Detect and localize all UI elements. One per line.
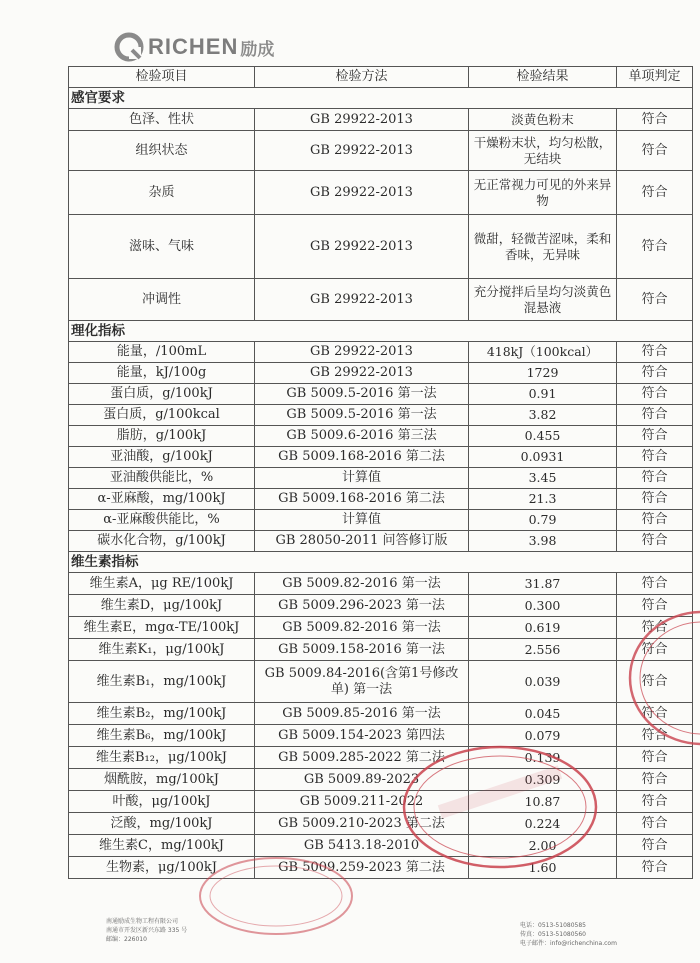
cell-item: 烟酰胺，mg/100kJ	[69, 769, 255, 791]
cell-result: 充分搅拌后呈均匀淡黄色混悬液	[469, 279, 617, 321]
cell-method: GB 5009.168-2016 第二法	[255, 489, 469, 510]
cell-verdict: 符合	[617, 725, 693, 747]
cell-result: 0.079	[469, 725, 617, 747]
cell-method: GB 28050-2011 问答修订版	[255, 531, 469, 552]
cell-result: 0.045	[469, 703, 617, 725]
cell-method: GB 5009.85-2016 第一法	[255, 703, 469, 725]
table-row	[69, 405, 693, 426]
logo-brand-cn-text: 励成	[240, 39, 275, 59]
cell-method: GB 5009.154-2023 第四法	[255, 725, 469, 747]
cell-verdict: 符合	[617, 215, 693, 279]
cell-verdict: 符合	[617, 857, 693, 879]
cell-item: 蛋白质，g/100kJ	[69, 384, 255, 405]
cell-item: 脂肪，g/100kJ	[69, 426, 255, 447]
cell-verdict: 符合	[617, 573, 693, 595]
company-logo	[114, 32, 274, 62]
cell-result: 0.79	[469, 510, 617, 531]
cell-result: 3.98	[469, 531, 617, 552]
cell-method: GB 29922-2013	[255, 279, 469, 321]
cell-verdict: 符合	[617, 384, 693, 405]
cell-verdict: 符合	[617, 595, 693, 617]
cell-method: GB 5009.211-2022	[255, 791, 469, 813]
cell-result: 0.039	[469, 661, 617, 703]
footer-company: 南通励成生物工程有限公司	[106, 918, 179, 925]
section-title: 维生素指标	[69, 552, 693, 573]
cell-item: α-亚麻酸，mg/100kJ	[69, 489, 255, 510]
cell-item: α-亚麻酸供能比，%	[69, 510, 255, 531]
cell-item: 能量，kJ/100g	[69, 363, 255, 384]
cell-result: 无正常视力可见的外来异物	[469, 171, 617, 215]
cell-result: 0.455	[469, 426, 617, 447]
richen-logo-icon	[114, 32, 144, 62]
cell-result: 1729	[469, 363, 617, 384]
cell-verdict: 符合	[617, 405, 693, 426]
cell-result: 31.87	[469, 573, 617, 595]
table-row	[69, 131, 693, 171]
cell-item: 泛酸，mg/100kJ	[69, 813, 255, 835]
footer-left	[106, 917, 187, 944]
cell-method: GB 29922-2013	[255, 215, 469, 279]
cell-item: 维生素B₁，mg/100kJ	[69, 661, 255, 703]
header-item: 检验项目	[69, 67, 255, 88]
table-row	[69, 426, 693, 447]
cell-method: GB 29922-2013	[255, 109, 469, 131]
cell-item: 滋味、气味	[69, 215, 255, 279]
cell-result: 0.139	[469, 747, 617, 769]
footer-address: 南通市开发区新兴东路 335 号	[106, 927, 188, 934]
cell-result: 3.45	[469, 468, 617, 489]
cell-result: 0.91	[469, 384, 617, 405]
cell-method: 计算值	[255, 468, 469, 489]
section-row	[69, 552, 693, 573]
header-result: 检验结果	[469, 67, 617, 88]
cell-method: GB 5009.296-2023 第一法	[255, 595, 469, 617]
footer-email: 电子邮件：info@richenchina.com	[520, 940, 617, 947]
cell-verdict: 符合	[617, 171, 693, 215]
cell-verdict: 符合	[617, 703, 693, 725]
cell-result: 418kJ（100kcal）	[469, 342, 617, 363]
cell-item: 维生素C，mg/100kJ	[69, 835, 255, 857]
cell-result: 微甜，轻微苦涩味，柔和香味，无异味	[469, 215, 617, 279]
cell-method: GB 29922-2013	[255, 131, 469, 171]
table-row	[69, 109, 693, 131]
cell-result: 干燥粉末状，均匀松散，无结块	[469, 131, 617, 171]
cell-verdict: 符合	[617, 661, 693, 703]
table-row	[69, 447, 693, 468]
footer-right	[520, 921, 617, 948]
cell-method: 计算值	[255, 510, 469, 531]
table-row	[69, 468, 693, 489]
footer-fax: 传真：0513-51080560	[520, 931, 586, 938]
cell-method: GB 5009.168-2016 第二法	[255, 447, 469, 468]
table-row	[69, 342, 693, 363]
table-row	[69, 595, 693, 617]
cell-item: 色泽、性状	[69, 109, 255, 131]
section-row	[69, 88, 693, 109]
cell-result: 2.556	[469, 639, 617, 661]
cell-method: GB 5009.82-2016 第一法	[255, 573, 469, 595]
cell-item: 维生素A，μg RE/100kJ	[69, 573, 255, 595]
cell-item: 维生素E，mgα-TE/100kJ	[69, 617, 255, 639]
cell-method: GB 5009.6-2016 第三法	[255, 426, 469, 447]
cell-method: GB 5009.158-2016 第一法	[255, 639, 469, 661]
cell-verdict: 符合	[617, 426, 693, 447]
cell-verdict: 符合	[617, 813, 693, 835]
cell-item: 维生素D，μg/100kJ	[69, 595, 255, 617]
footer-postcode: 邮编：226010	[106, 936, 147, 943]
table-body	[69, 88, 693, 879]
cell-item: 维生素B₂，mg/100kJ	[69, 703, 255, 725]
cell-item: 亚油酸，g/100kJ	[69, 447, 255, 468]
cell-verdict: 符合	[617, 363, 693, 384]
table-row	[69, 489, 693, 510]
table-row	[69, 769, 693, 791]
cell-method: GB 5009.5-2016 第一法	[255, 405, 469, 426]
table-row	[69, 279, 693, 321]
table-row	[69, 835, 693, 857]
cell-result: 10.87	[469, 791, 617, 813]
table-row	[69, 617, 693, 639]
cell-item: 维生素B₁₂，μg/100kJ	[69, 747, 255, 769]
table-row	[69, 703, 693, 725]
cell-result: 21.3	[469, 489, 617, 510]
cell-verdict: 符合	[617, 531, 693, 552]
table-row	[69, 510, 693, 531]
cell-item: 叶酸，μg/100kJ	[69, 791, 255, 813]
cell-method: GB 5009.285-2022 第二法	[255, 747, 469, 769]
cell-method: GB 29922-2013	[255, 363, 469, 384]
table-row	[69, 857, 693, 879]
cell-verdict: 符合	[617, 109, 693, 131]
cell-verdict: 符合	[617, 131, 693, 171]
cell-item: 组织状态	[69, 131, 255, 171]
cell-result: 0.300	[469, 595, 617, 617]
cell-item: 杂质	[69, 171, 255, 215]
cell-item: 冲调性	[69, 279, 255, 321]
inspection-table	[68, 66, 693, 879]
cell-result: 淡黄色粉末	[469, 109, 617, 131]
table-row	[69, 531, 693, 552]
cell-verdict: 符合	[617, 639, 693, 661]
cell-result: 0.309	[469, 769, 617, 791]
header-verdict: 单项判定	[617, 67, 693, 88]
cell-verdict: 符合	[617, 279, 693, 321]
cell-verdict: 符合	[617, 791, 693, 813]
cell-verdict: 符合	[617, 769, 693, 791]
header-method: 检验方法	[255, 67, 469, 88]
table-row	[69, 813, 693, 835]
table-row	[69, 661, 693, 703]
table-row	[69, 171, 693, 215]
cell-method: GB 5009.5-2016 第一法	[255, 384, 469, 405]
table-row	[69, 215, 693, 279]
cell-verdict: 符合	[617, 835, 693, 857]
cell-result: 0.0931	[469, 447, 617, 468]
section-row	[69, 321, 693, 342]
cell-method: GB 5009.82-2016 第一法	[255, 617, 469, 639]
cell-verdict: 符合	[617, 510, 693, 531]
cell-method: GB 5009.84-2016(含第1号修改单) 第一法	[255, 661, 469, 703]
table-row	[69, 384, 693, 405]
cell-method: GB 5413.18-2010	[255, 835, 469, 857]
cell-item: 碳水化合物，g/100kJ	[69, 531, 255, 552]
cell-result: 0.619	[469, 617, 617, 639]
cell-item: 能量，/100mL	[69, 342, 255, 363]
cell-verdict: 符合	[617, 447, 693, 468]
cell-verdict: 符合	[617, 489, 693, 510]
cell-result: 0.224	[469, 813, 617, 835]
cell-method: GB 29922-2013	[255, 171, 469, 215]
cell-result: 2.00	[469, 835, 617, 857]
table-header-row	[69, 67, 693, 88]
cell-method: GB 5009.210-2023 第二法	[255, 813, 469, 835]
footer-phone: 电话：0513-51080585	[520, 922, 586, 929]
table-row	[69, 747, 693, 769]
cell-item: 蛋白质，g/100kcal	[69, 405, 255, 426]
cell-item: 生物素，μg/100kJ	[69, 857, 255, 879]
cell-verdict: 符合	[617, 342, 693, 363]
cell-item: 维生素K₁，μg/100kJ	[69, 639, 255, 661]
section-title: 感官要求	[69, 88, 693, 109]
table-row	[69, 363, 693, 384]
table-row	[69, 791, 693, 813]
cell-item: 维生素B₆，mg/100kJ	[69, 725, 255, 747]
cell-verdict: 符合	[617, 747, 693, 769]
cell-verdict: 符合	[617, 617, 693, 639]
cell-method: GB 29922-2013	[255, 342, 469, 363]
section-title: 理化指标	[69, 321, 693, 342]
cell-item: 亚油酸供能比，%	[69, 468, 255, 489]
logo-brand-text: RICHEN	[148, 34, 239, 59]
table-row	[69, 639, 693, 661]
cell-result: 3.82	[469, 405, 617, 426]
table-row	[69, 725, 693, 747]
table-row	[69, 573, 693, 595]
cell-method: GB 5009.259-2023 第二法	[255, 857, 469, 879]
cell-method: GB 5009.89-2023	[255, 769, 469, 791]
cell-result: 1.60	[469, 857, 617, 879]
cell-verdict: 符合	[617, 468, 693, 489]
